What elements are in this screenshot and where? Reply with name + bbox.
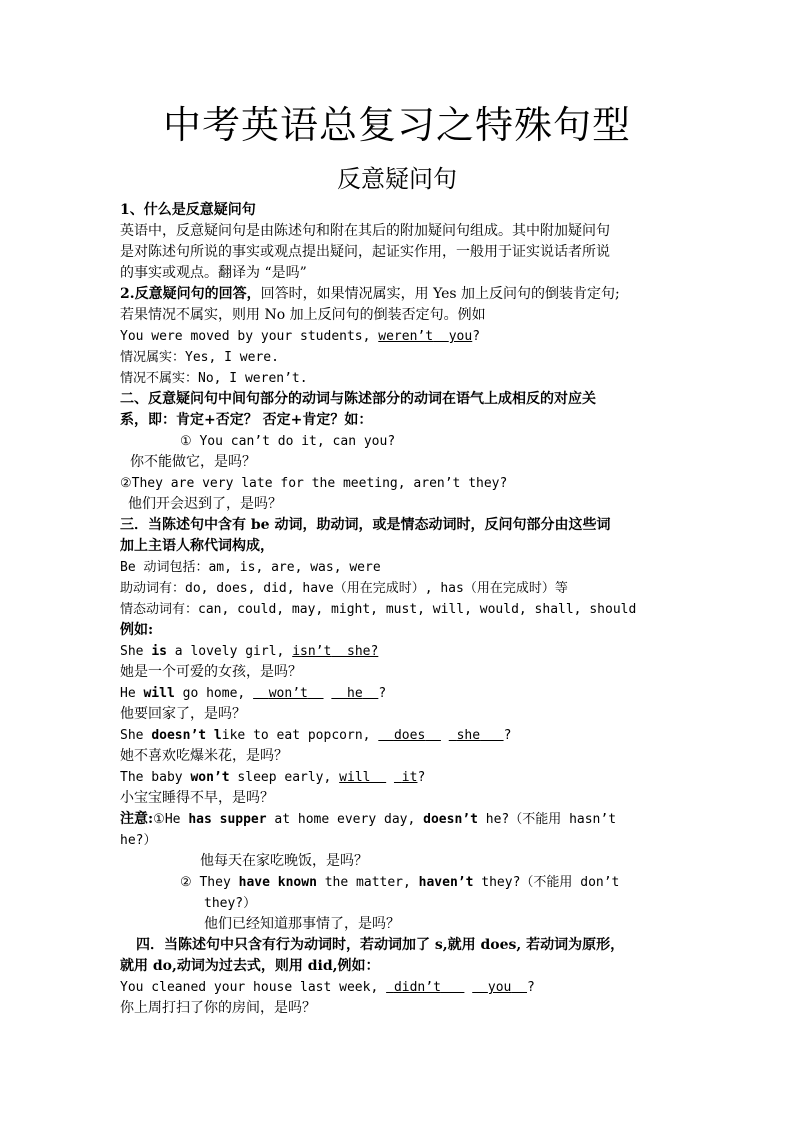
section-1-heading: 1、什么是反意疑问句: [120, 202, 256, 218]
page-title: 中考英语总复习之特殊句型: [162, 103, 631, 147]
example-translation: 她是一个可爱的女孩，是吗？: [120, 664, 302, 680]
example-translation: 她不喜欢吃爆米花，是吗？: [120, 748, 288, 764]
example-sentence: The baby won’t sleep early, will it?: [120, 770, 426, 785]
example-translation: 小宝宝睡得不早，是吗？: [120, 790, 274, 806]
note-2: ② They have known the matter, haven’t they?（不能用 don’t: [180, 875, 620, 890]
example-text: You were moved by your students,: [120, 329, 379, 344]
section-5-example: You cleaned your house last week, didn’t you ?: [120, 980, 535, 995]
section-1-paragraph-line: 的事实或观点。翻译为 “是吗”: [120, 265, 307, 281]
example-sentence: She is a lovely girl, isn’t she?: [120, 644, 379, 659]
example-blank: you: [448, 329, 473, 344]
auxiliary-verbs: 助动词有：do, does, did, have（用在完成时）, has（用在完成时）等: [120, 581, 568, 596]
section-4-heading: 加上主语人称代词构成，: [120, 538, 274, 554]
section-2-line: [120, 284, 680, 305]
modal-verbs: 情态动词有：can, could, may, might, must, will, would, shall, should: [120, 602, 637, 617]
section-5-heading: 就用 do,动词为过去式，则用 did,例如：: [120, 958, 380, 974]
note-1-translation: 他每天在家吃晚饭，是吗？: [200, 853, 368, 869]
section-3-heading: 二、反意疑问句中间句部分的动词与陈述部分的动词在语气上成相反的对应关: [120, 391, 596, 407]
answer-yes: 情况属实：Yes, I were.: [120, 350, 279, 365]
section-2-example: [120, 326, 680, 347]
note-1: 注意:①He has supper at home every day, doesn’t he?（不能用 hasn’t: [120, 811, 617, 827]
note-2-translation: 他们已经知道那事情了，是吗？: [204, 916, 400, 932]
example-text: ?: [472, 329, 481, 344]
section-5-translation: 你上周打扫了你的房间，是吗？: [120, 1000, 316, 1016]
section-3-example: ① You can’t do it, can you?: [180, 434, 396, 449]
example-translation: 他要回家了，是吗？: [120, 706, 246, 722]
section-2-text: 回答时，如果情况属实，用 Yes 加上反问句的倒装肯定句;: [260, 286, 620, 302]
example-sentence: He will go home, won’t he ?: [120, 686, 387, 701]
section-1-paragraph-line: 英语中，反意疑问句是由陈述句和附在其后的附加疑问句组成。其中附加疑问句: [120, 223, 610, 239]
note-1-cont: he?）: [120, 833, 157, 848]
note-2-cont: they?）: [204, 896, 257, 911]
section-5-heading: 四．当陈述句中只含有行为动词时，若动词加了 s,就用 does, 若动词为原形，: [136, 937, 625, 953]
section-3-heading: 系，即：肯定+否定？ 否定+肯定？如：: [120, 412, 373, 428]
section-4-heading: 三．当陈述句中含有 be 动词，助动词，或是情态动词时，反问句部分由这些词: [120, 517, 611, 533]
section-2-heading: 2.反意疑问句的回答，: [120, 286, 261, 302]
section-3-example: ②They are very late for the meeting, aren’t they?: [120, 476, 508, 491]
section-3-example-cn: 他们开会迟到了，是吗？: [128, 496, 282, 512]
answer-no: 情况不属实：No, I weren’t.: [120, 371, 308, 386]
section-2-line: 若果情况不属实，则用 No 加上反问句的倒装否定句。例如: [120, 307, 486, 323]
example-label: 例如:: [120, 622, 154, 638]
section-3-example-cn: 你不能做它，是吗？: [130, 454, 256, 470]
section-1-paragraph-line: 是对陈述句所说的事实或观点提出疑问，起证实作用，一般用于证实说话者所说: [120, 244, 610, 260]
example-sentence: She doesn’t like to eat popcorn, does she ?: [120, 728, 512, 743]
example-blank: weren’t: [378, 329, 434, 344]
be-verbs: Be 动词包括：am, is, are, was, were: [120, 560, 381, 575]
page-subtitle: 反意疑问句: [337, 165, 457, 193]
